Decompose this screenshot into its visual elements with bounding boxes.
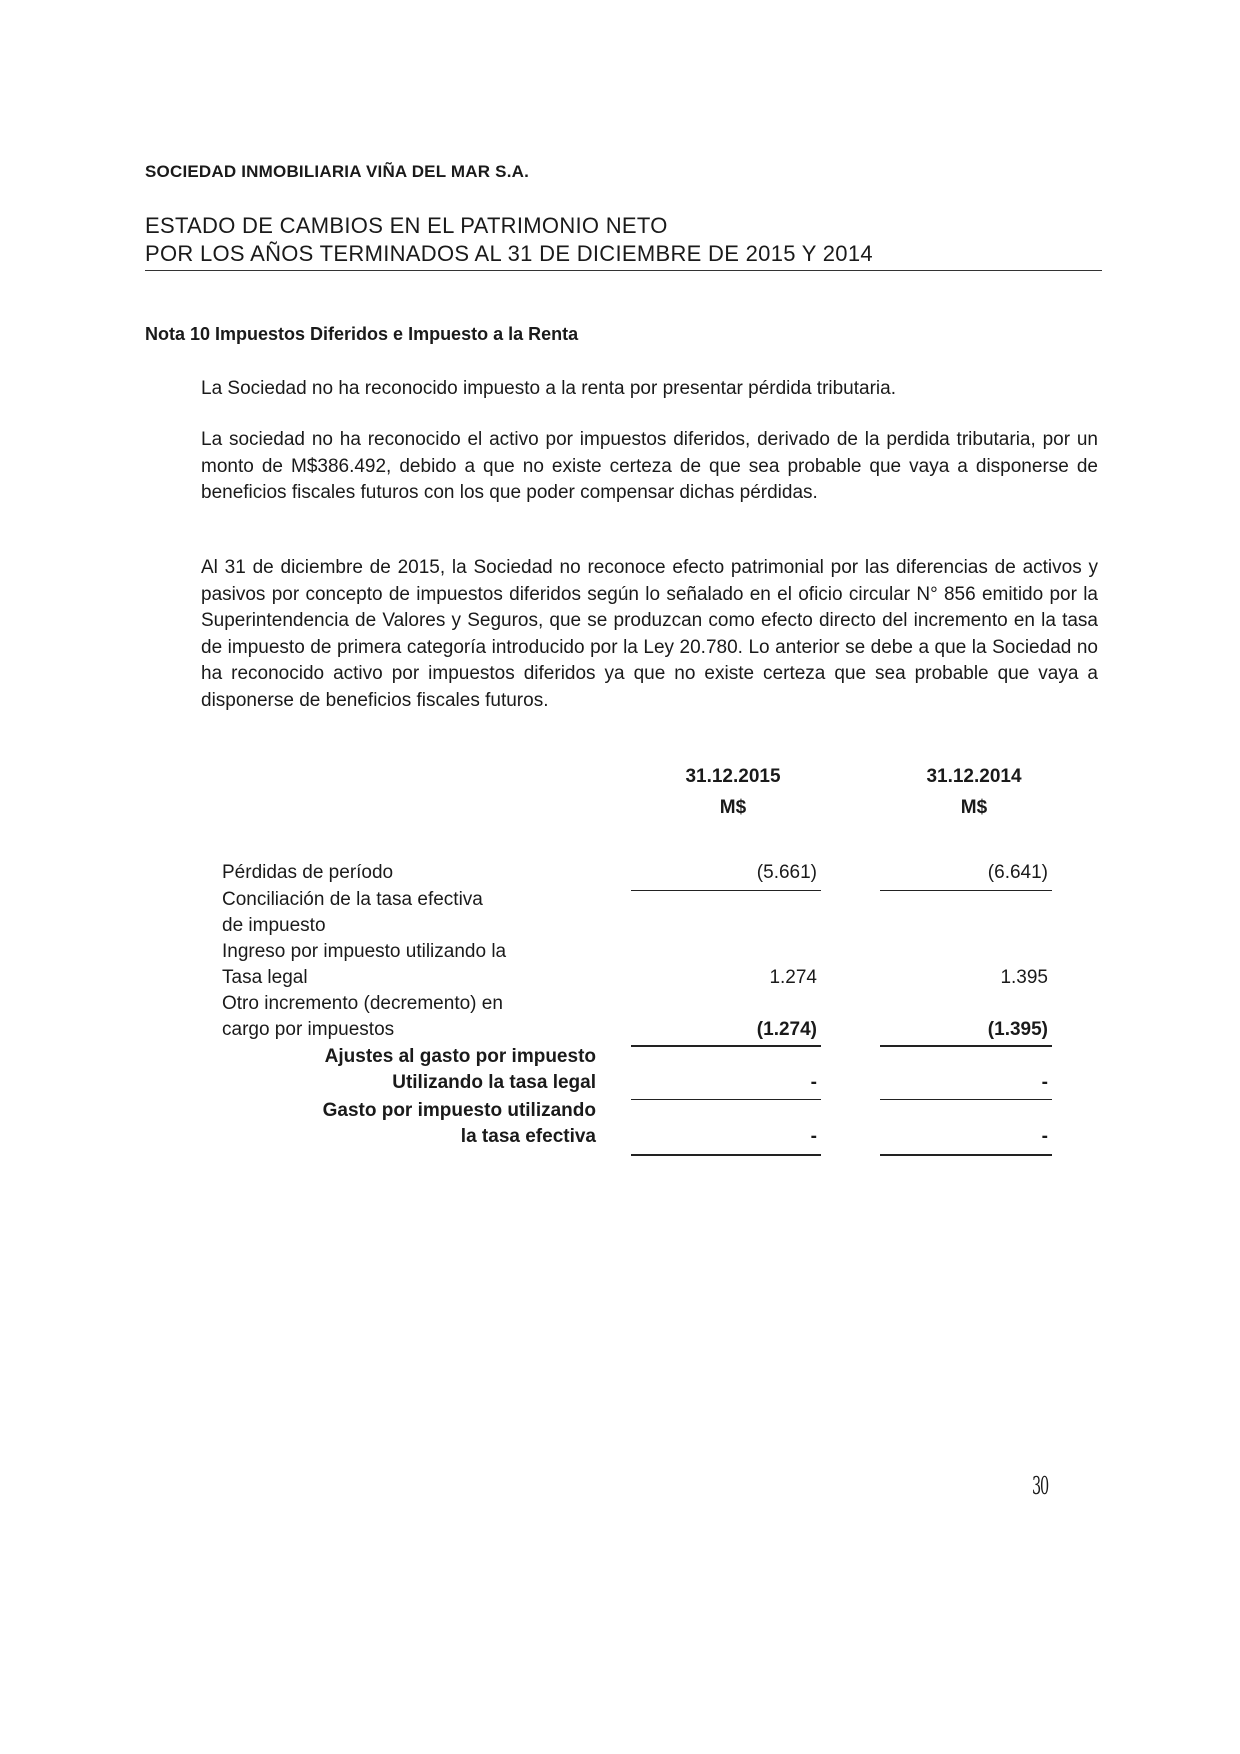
underline-ajustes-2014 <box>880 1099 1052 1100</box>
row-label-ajustes-2: Utilizando la tasa legal <box>392 1072 596 1093</box>
row-label-ajustes-1: Ajustes al gasto por impuesto <box>324 1046 596 1067</box>
value-ingreso-2014: 1.395 <box>1000 967 1048 988</box>
row-label-conciliacion-1: Conciliación de la tasa efectiva <box>222 889 483 910</box>
note-paragraph-2: La sociedad no ha reconocido el activo por impuestos diferidos, derivado de la perdida tributaria, por un monto de M$386.492, debido a que no existe certeza de que sea probable que vaya a disponerse de beneficios fiscales futuros con los que poder compensar dichas pérdidas. <box>201 429 1098 503</box>
row-label-ingreso-2: Tasa legal <box>222 967 308 988</box>
note-paragraph-1: La Sociedad no ha reconocido impuesto a la renta por presentar pérdida tributaria. <box>201 378 896 399</box>
page-number: 30 <box>1032 1472 1048 1500</box>
column-date-2014: 31.12.2014 <box>926 766 1022 787</box>
underline-perdidas-2015 <box>631 890 821 891</box>
value-perdidas-2014: (6.641) <box>987 862 1048 883</box>
row-label-perdidas: Pérdidas de período <box>222 862 394 883</box>
row-label-otro-incremento-2: cargo por impuestos <box>222 1019 395 1040</box>
note-paragraph-3: Al 31 de diciembre de 2015, la Sociedad no reconoce efecto patrimonial por las diferencias de activos y pasivos por concepto de impuestos diferidos según lo señalado en el oficio circular N° 856 emitido por la Superintendencia de Valores y Seguros, que se produzcan como efecto directo del incremento en la tasa de impuesto de primera categoría introducido por la Ley 20.780. Lo anterior se debe a que la Sociedad no ha reconocido activo por impuestos diferidos ya que no existe certeza que sea probable que vaya a disponerse de beneficios fiscales futuros. <box>201 557 1098 711</box>
column-currency-2014: M$ <box>960 797 988 818</box>
row-label-gasto-1: Gasto por impuesto utilizando <box>322 1100 596 1121</box>
underline-otro-incremento-2014 <box>880 1045 1052 1047</box>
row-label-ingreso-1: Ingreso por impuesto utilizando la <box>222 941 507 962</box>
header-divider <box>145 270 1102 271</box>
underline-ajustes-2015 <box>631 1099 821 1100</box>
value-ingreso-2015: 1.274 <box>769 967 817 988</box>
value-ajustes-2015: - <box>810 1072 817 1093</box>
underline-perdidas-2014 <box>880 890 1052 891</box>
underline-gasto-2014 <box>880 1154 1052 1156</box>
value-otro-incremento-2014: (1.395) <box>987 1019 1048 1040</box>
value-ajustes-2014: - <box>1041 1072 1048 1093</box>
value-otro-incremento-2015: (1.274) <box>756 1019 817 1040</box>
value-perdidas-2015: (5.661) <box>756 862 817 883</box>
company-name: SOCIEDAD INMOBILIARIA VIÑA DEL MAR S.A. <box>145 162 530 181</box>
column-currency-2015: M$ <box>719 797 747 818</box>
underline-otro-incremento-2015 <box>631 1045 821 1047</box>
row-label-gasto-2: la tasa efectiva <box>460 1126 596 1147</box>
note-heading: Nota 10 Impuestos Diferidos e Impuesto a la Renta <box>145 324 579 344</box>
underline-gasto-2015 <box>631 1154 821 1156</box>
row-label-conciliacion-2: de impuesto <box>222 915 326 936</box>
column-date-2015: 31.12.2015 <box>685 766 781 787</box>
row-label-otro-incremento-1: Otro incremento (decremento) en <box>222 993 503 1014</box>
value-gasto-2014: - <box>1041 1126 1048 1147</box>
value-gasto-2015: - <box>810 1126 817 1147</box>
statement-period: POR LOS AÑOS TERMINADOS AL 31 DE DICIEMBRE DE 2015 Y 2014 <box>145 241 873 266</box>
statement-title: ESTADO DE CAMBIOS EN EL PATRIMONIO NETO <box>145 213 668 238</box>
